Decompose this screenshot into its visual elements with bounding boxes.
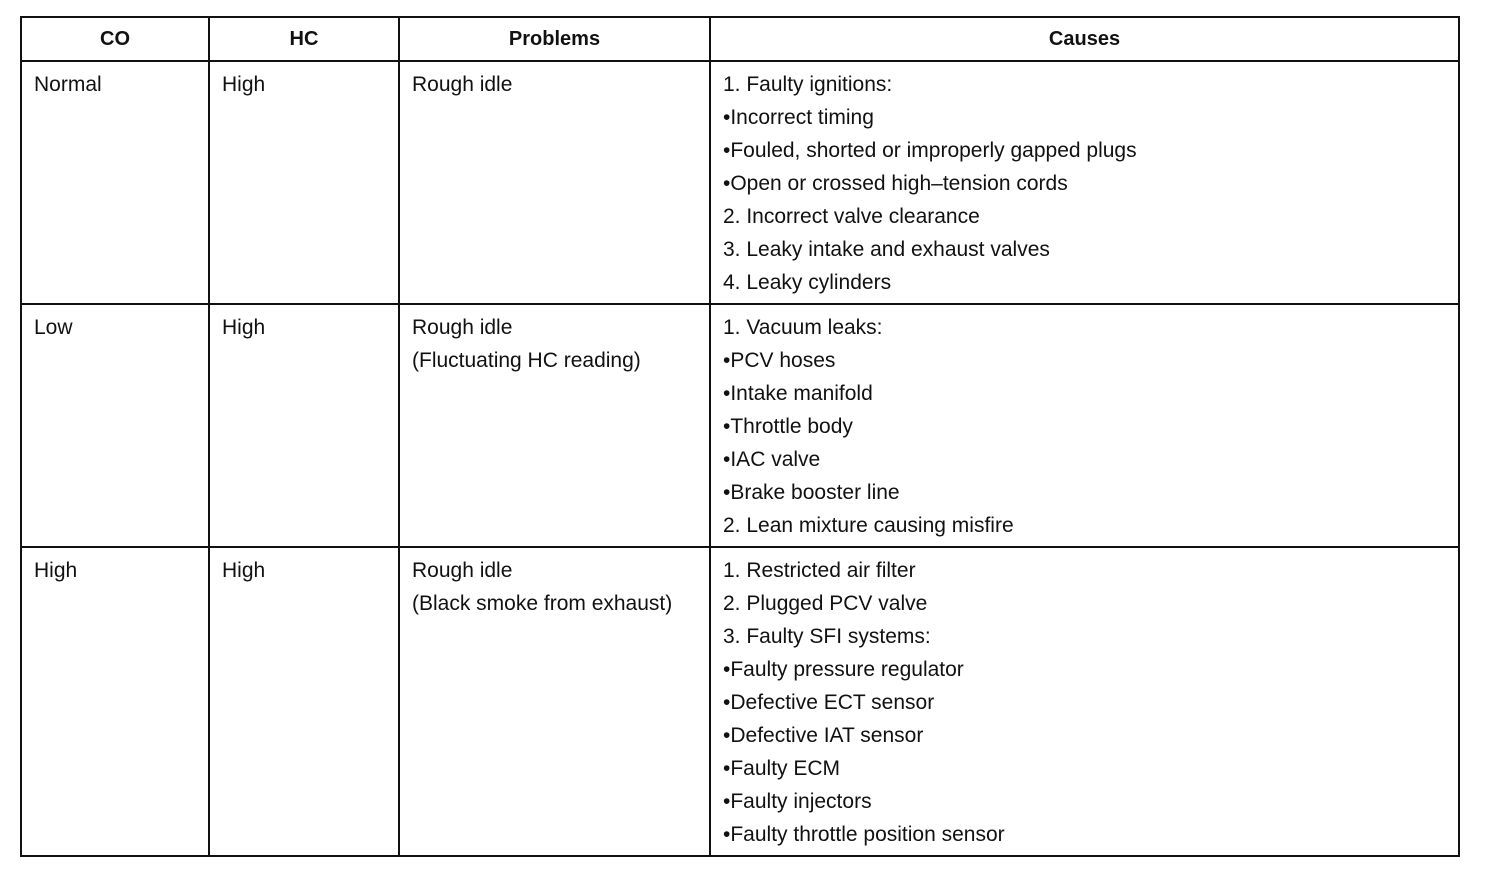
cause-item: •Faulty injectors: [723, 790, 872, 813]
cause-item: •Faulty ECM: [723, 757, 841, 780]
hc-cell: High: [209, 61, 399, 304]
cause-item: 2. Lean mixture causing misfire: [723, 514, 1014, 537]
problems-cell: [399, 547, 710, 856]
header-causes: Causes: [710, 17, 1459, 61]
cause-item: •Throttle body: [723, 415, 853, 438]
table-row: [21, 547, 1459, 856]
hc-cell: High: [209, 547, 399, 856]
cause-list: [723, 68, 1448, 299]
problems-cell: [399, 61, 710, 304]
problem-line: Rough idle: [412, 559, 513, 582]
emissions-diagnosis-table: [20, 16, 1460, 857]
cause-item: 1. Restricted air filter: [723, 559, 916, 582]
cause-item: •Defective IAT sensor: [723, 724, 924, 747]
hc-cell: High: [209, 304, 399, 547]
cause-item: 2. Incorrect valve clearance: [723, 205, 980, 228]
cause-item: •IAC valve: [723, 448, 821, 471]
problem-line: (Fluctuating HC reading): [412, 349, 641, 372]
cause-item: •Brake booster line: [723, 481, 900, 504]
problem-line: Rough idle: [412, 73, 513, 96]
cause-item: •Incorrect timing: [723, 106, 874, 129]
co-cell: High: [21, 547, 209, 856]
problem-line: (Black smoke from exhaust): [412, 592, 673, 615]
cause-item: 1. Vacuum leaks:: [723, 316, 883, 339]
problem-line: Rough idle: [412, 316, 513, 339]
header-problems: Problems: [399, 17, 710, 61]
cause-item: •Defective ECT sensor: [723, 691, 935, 714]
table-row: [21, 304, 1459, 547]
cause-item: 2. Plugged PCV valve: [723, 592, 928, 615]
cause-item: •Fouled, shorted or improperly gapped plugs: [723, 139, 1137, 162]
cause-item: 1. Faulty ignitions:: [723, 73, 893, 96]
cause-item: 4. Leaky cylinders: [723, 271, 892, 294]
header-co: CO: [21, 17, 209, 61]
cause-list: [723, 554, 1448, 851]
cause-item: 3. Faulty SFI systems:: [723, 625, 931, 648]
cause-item: •Open or crossed high–tension cords: [723, 172, 1068, 195]
causes-cell: [710, 547, 1459, 856]
cause-item: •Faulty throttle position sensor: [723, 823, 1005, 846]
cause-item: •Faulty pressure regulator: [723, 658, 964, 681]
cause-item: •PCV hoses: [723, 349, 836, 372]
header-hc: HC: [209, 17, 399, 61]
cause-item: •Intake manifold: [723, 382, 873, 405]
co-cell: Normal: [21, 61, 209, 304]
causes-cell: [710, 304, 1459, 547]
co-cell: Low: [21, 304, 209, 547]
header-row: [21, 17, 1459, 61]
causes-cell: [710, 61, 1459, 304]
table-row: [21, 61, 1459, 304]
problems-cell: [399, 304, 710, 547]
cause-item: 3. Leaky intake and exhaust valves: [723, 238, 1050, 261]
cause-list: [723, 311, 1448, 542]
